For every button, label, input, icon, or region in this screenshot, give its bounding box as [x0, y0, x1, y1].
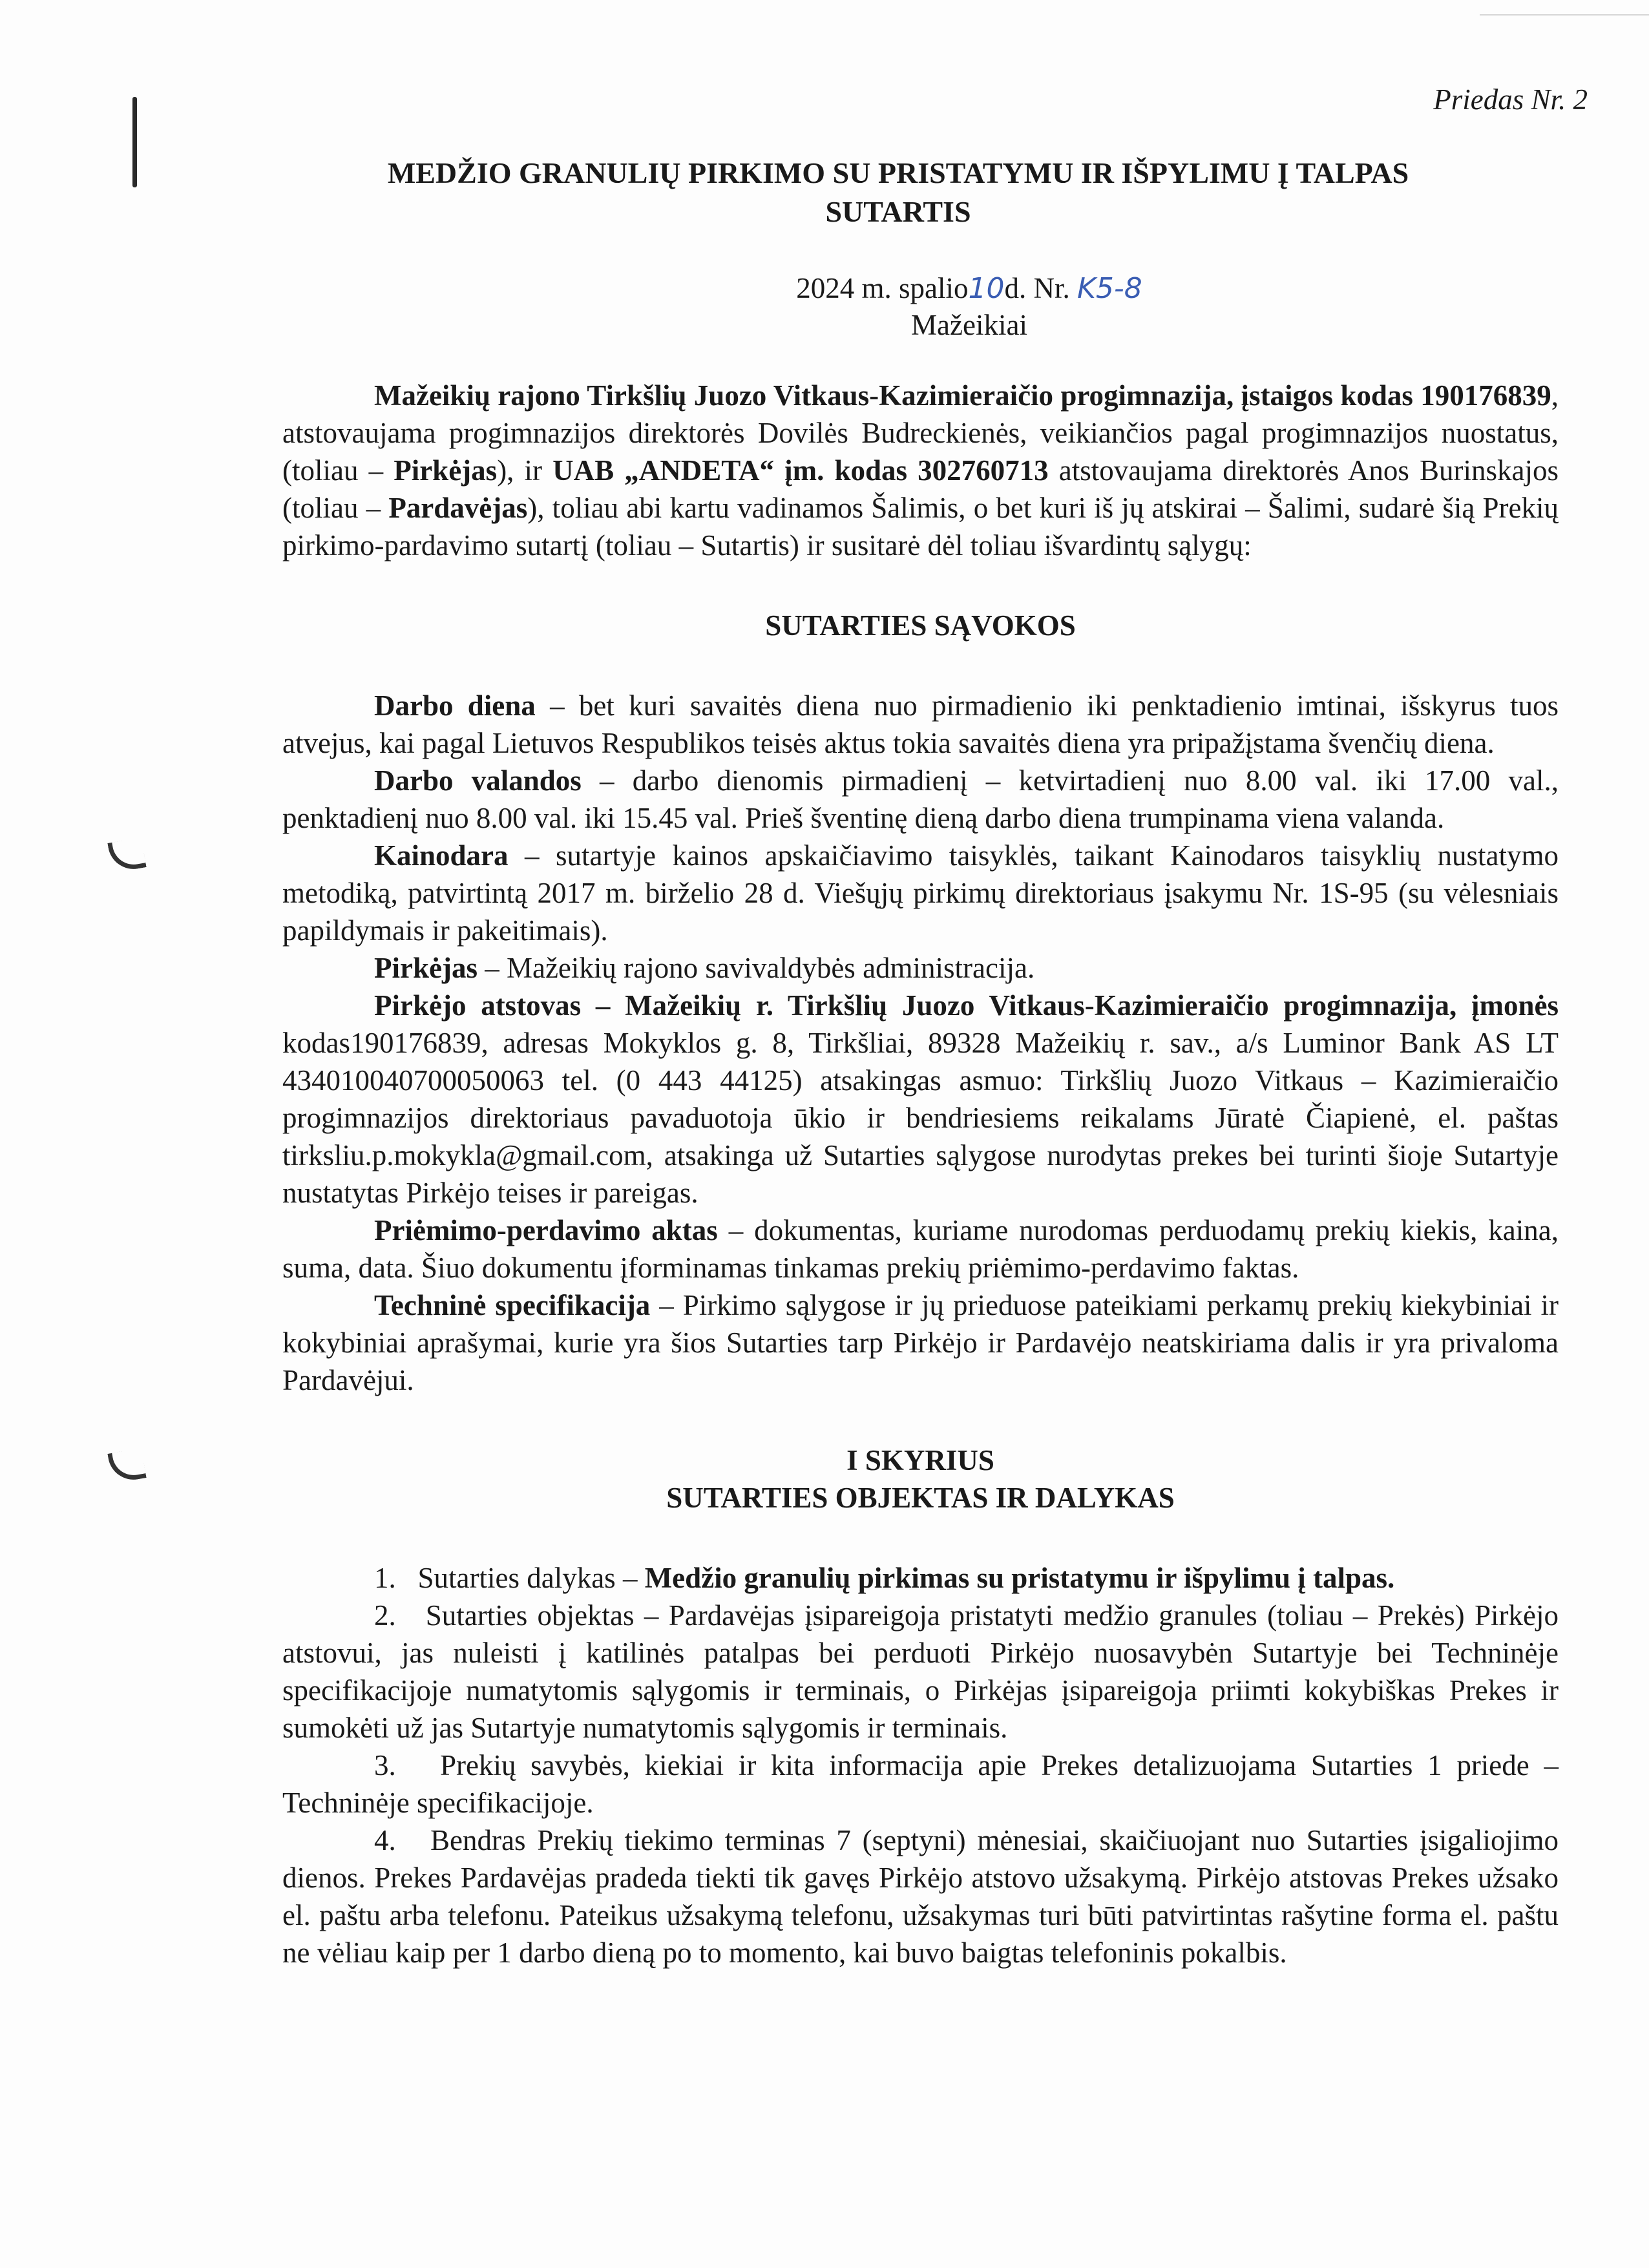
city: Mažeikiai: [911, 309, 1027, 341]
definition-item: [282, 1212, 1559, 1286]
clause-subject: Medžio granulių pirkimas su pristatymu ir išpylimu į talpas.: [644, 1562, 1395, 1594]
intro-paragraph: [282, 377, 1559, 564]
definition-text: – dokumentas, kuriame nurodomas perduodamų prekių kiekis, kaina, suma, data. Šiuo dokumentu įforminamas tinkamas prekių priėmimo-perdavimo faktas.: [282, 1214, 1559, 1284]
definition-term: Pirkėjo atstovas – Mažeikių r. Tirkšlių Juozo Vitkaus-Kazimieraičio progimnazija, įmonės: [374, 989, 1559, 1022]
punch-hole-mark: [107, 1448, 146, 1484]
definition-item: [282, 687, 1559, 762]
clause-1: [282, 1559, 1559, 1597]
intro-text-4: ), toliau abi kartu vadinamos Šalimis, o bet kuri iš jų atskirai – Šalimi, sudarė šią Prekių pirkimo-pardavimo sutartį (toliau – Sutartis) ir susitarė dėl toliau išvardintų sąlygų:: [282, 492, 1559, 562]
clause-text: Sutarties objektas – Pardavėjas įsipareigoja pristatyti medžio granules (toliau – Prekės) Pirkėjo atstovui, jas nuleisti į katilinės patalpas bei perduoti Pirkėjo nuosavybėn Sutartyje bei Techninėje specifikacijoje numatytomis sąlygomis ir terminais, o Pirkėjas įsipareigoja priimti kokybiškas Prekes ir sumokėti už jas Sutartyje numatytomis sąlygomis ir terminais.: [282, 1599, 1559, 1744]
clause-text: Prekių savybės, kiekiai ir kita informacija apie Prekes detalizuojama Sutarties 1 priede – Techninėje specifikacijoje.: [282, 1749, 1559, 1819]
intro-text-3: atstovaujama direktorės Anos Burinskajos (toliau –: [282, 454, 1559, 524]
definition-item: [282, 762, 1559, 837]
seller-term: Pardavėjas: [388, 492, 528, 524]
definition-term: Kainodara: [374, 839, 509, 872]
definition-text: – sutartyje kainos apskaičiavimo taisyklės, taikant Kainodaros taisyklių nustatymo metodiką, patvirtintą 2017 m. birželio 28 d. Viešųjų pirkimų direktoriaus įsakymu Nr. 1S-95 (su vėlesniais papildymais ir pakeitimais).: [282, 839, 1559, 947]
title-line-1: MEDŽIO GRANULIŲ PIRKIMO SU PRISTATYMU IR IŠPYLIMU Į TALPAS: [387, 156, 1409, 189]
definition-item: [282, 837, 1559, 949]
clause-text: Bendras Prekių tiekimo terminas 7 (septyni) mėnesiai, skaičiuojant nuo Sutarties įsigaliojimo dienos. Prekes Pardavėjas pradeda tiekti tik gavęs Pirkėjo atstovo užsakymą. Pirkėjo atstovas Prekes užsako el. paštu arba telefonu. Pateikus užsakymą telefonu, užsakymas turi būti patvirtintas rašytine forma el. paštu ne vėliau kaip per 1 darbo dieną po to momento, kai buvo baigtas telefoninis pokalbis.: [282, 1824, 1559, 1969]
party1-name: Mažeikių rajono Tirkšlių Juozo Vitkaus-Kazimieraičio progimnazija, įstaigos kodas 190176839: [374, 379, 1551, 412]
clause-2: [282, 1597, 1559, 1747]
party2-name: UAB „ANDETA“ įm. kodas 302760713: [552, 454, 1049, 487]
definition-text: kodas190176839, adresas Mokyklos g. 8, Tirkšliai, 89328 Mažeikių r. sav., a/s Luminor Bank AS LT 434010040700050063 tel. (0 443 44125) atsakingas asmuo: Tirkšlių Juozo Vitkaus – Kazimieraičio progimnazijos direktoriaus pavaduotoja ūkio ir bendriesiems reikalams Jūratė Čiapienė, el. paštas tirksliu.p.mokykla@gmail.com, atsakinga už Sutarties sąlygose nurodytas prekes bei turinti šioje Sutartyje nustatytas Pirkėjo teises ir pareigas.: [282, 1027, 1559, 1209]
clause-number: 2.: [374, 1599, 396, 1632]
chapter-title: SUTARTIES OBJEKTAS IR DALYKAS: [666, 1482, 1175, 1514]
clause-number: 4.: [374, 1824, 396, 1856]
definition-item: [282, 1286, 1559, 1399]
document-title: [284, 154, 1512, 231]
clause-text: Sutarties dalykas –: [417, 1562, 645, 1594]
definition-text: – Mažeikių rajono savivaldybės administracija.: [477, 952, 1035, 984]
document-body: [282, 377, 1559, 1971]
definition-term: Darbo diena: [374, 689, 536, 722]
punch-hole-mark: [107, 837, 146, 873]
chapter-number: I SKYRIUS: [846, 1444, 994, 1476]
clause-3: [282, 1747, 1559, 1822]
date-prefix: 2024 m. spalio: [796, 272, 969, 304]
definition-term: Pirkėjas: [374, 952, 478, 984]
title-line-2: SUTARTIS: [825, 195, 971, 228]
clause-number: 1.: [374, 1562, 396, 1594]
scan-margin-mark: [132, 97, 137, 187]
intro-text-2: ), ir: [497, 454, 553, 487]
definition-item: [282, 987, 1559, 1212]
definition-term: Darbo valandos: [374, 764, 582, 797]
buyer-term: Pirkėjas: [394, 454, 498, 487]
clause-4: [282, 1822, 1559, 1971]
clause-number: 3.: [374, 1749, 396, 1781]
scan-edge-line: [1480, 14, 1649, 16]
definitions-heading: SUTARTIES SĄVOKOS: [765, 609, 1076, 642]
annex-label: Priedas Nr. 2: [1433, 83, 1588, 116]
definition-term: Techninė specifikacija: [374, 1289, 651, 1321]
definition-term: Priėmimo-perdavimo aktas: [374, 1214, 718, 1246]
intro-text-1: , atstovaujama progimnazijos direktorės Dovilės Budreckienės, veikiančios pagal progimnazijos nuostatus, (toliau –: [282, 379, 1559, 487]
definition-text: – Pirkimo sąlygose ir jų prieduose pateikiami perkamų prekių kiekybiniai ir kokybiniai aprašymai, kurie yra šios Sutarties tarp Pirkėjo ir Pardavėjo neatskiriama dalis ir yra privaloma Pardavėjui.: [282, 1289, 1559, 1396]
definition-item: [282, 949, 1559, 987]
date-mid: d. Nr.: [1004, 272, 1070, 304]
definition-text: – bet kuri savaitės diena nuo pirmadienio iki penktadienio imtinai, išskyrus tuos atvejus, kai pagal Lietuvos Respublikos teisės aktus tokia savaitės diena yra pripažįstama švenčių diena.: [282, 689, 1559, 759]
date-line: [711, 271, 1228, 305]
handwritten-doc-number: K5-8: [1077, 272, 1142, 305]
handwritten-day: 10: [968, 272, 1005, 305]
definition-text: – darbo dienomis pirmadienį – ketvirtadienį nuo 8.00 val. iki 17.00 val., penktadienį nuo 8.00 val. iki 15.45 val. Prieš šventinę dieną darbo diena trumpinama viena valanda.: [282, 764, 1559, 834]
